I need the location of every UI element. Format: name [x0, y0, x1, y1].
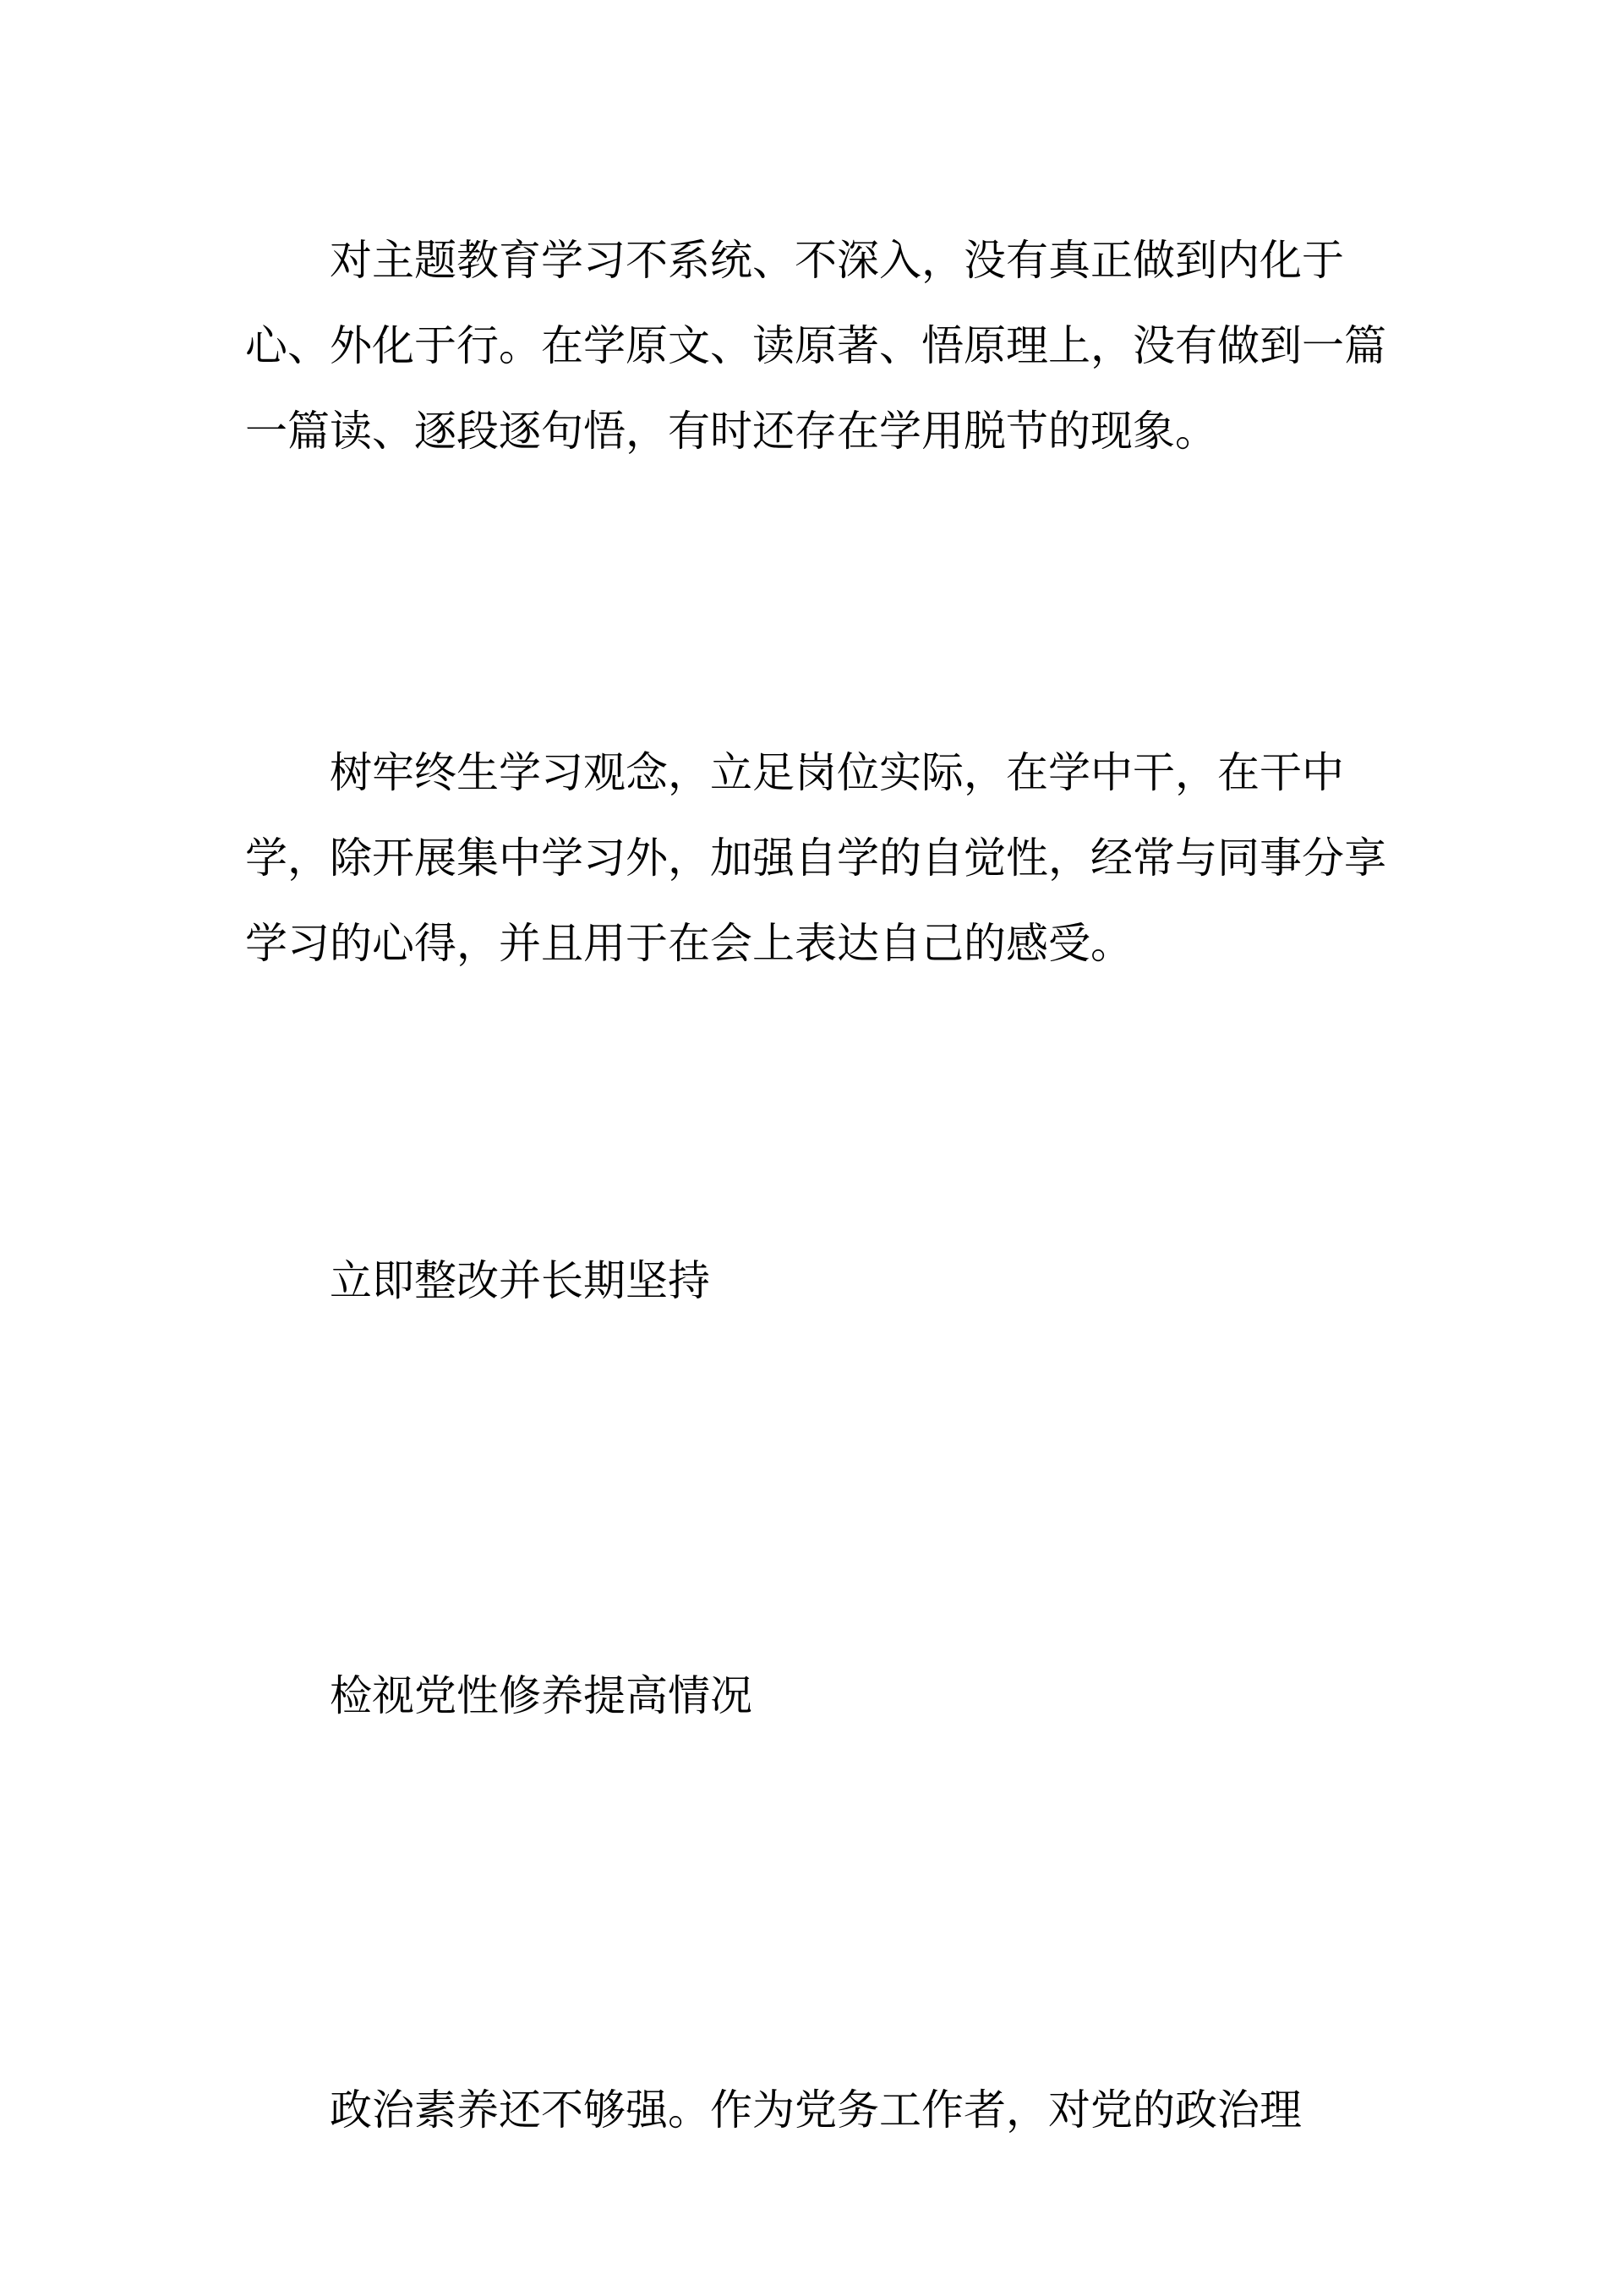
paragraph-study-problem: 对主题教育学习不系统、不深入，没有真正做到内化于心、外化于行。在学原文、读原著、悟原理上，没有做到一篇一篇读、逐段逐句悟，有时还存在学用脱节的现象。 — [245, 236, 1386, 456]
paragraph-political-quality: 政治素养还不够强。作为党务工作者，对党的政治理 — [330, 2086, 1302, 2135]
paragraph-study-measure: 树牢终生学习观念，立足岗位实际，在学中干，在干中学，除开展集中学习外，加强自学的自觉性，经常与同事分享学习的心得，并且用于在会上表达自己的感受。 — [245, 748, 1386, 968]
section-heading-party-spirit: 检视党性修养提高情况 — [330, 1671, 752, 1720]
paragraph-rectification-deadline: 立即整改并长期坚持 — [330, 1256, 710, 1305]
